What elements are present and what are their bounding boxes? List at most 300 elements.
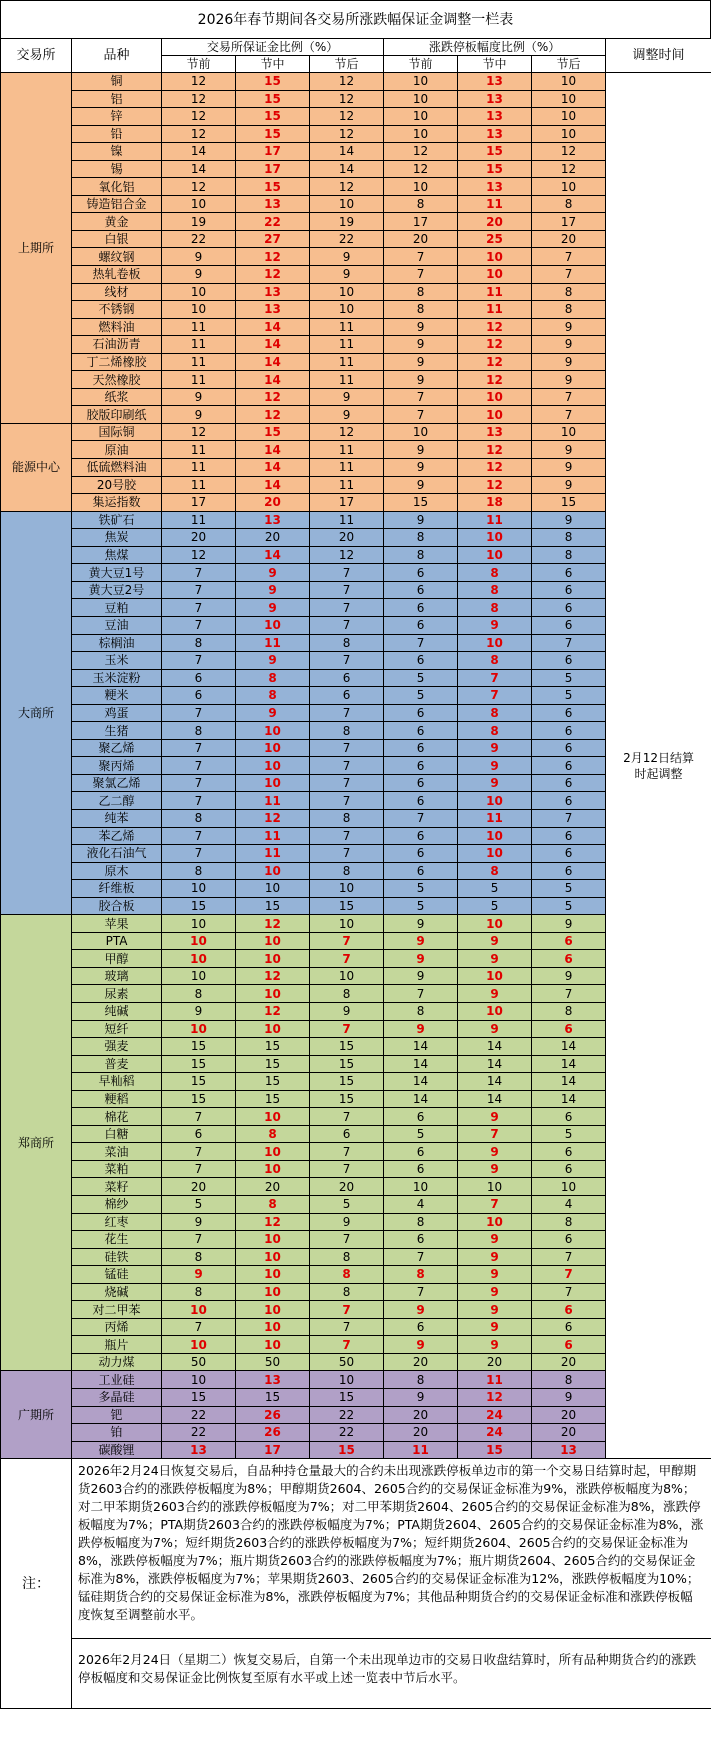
limit-during-cell: 20	[458, 1353, 532, 1371]
limit-after-cell: 6	[532, 792, 606, 810]
margin-after-cell: 10	[310, 915, 384, 933]
margin-during-cell: 12	[236, 248, 310, 266]
limit-after-cell: 7	[532, 406, 606, 424]
limit-after-cell: 7	[532, 266, 606, 284]
limit-during-cell: 8	[458, 599, 532, 617]
margin-during-cell: 20	[236, 494, 310, 512]
limit-during-cell: 12	[458, 1389, 532, 1407]
limit-before-cell: 6	[384, 739, 458, 757]
margin-after-cell: 12	[310, 546, 384, 564]
table-row	[1, 230, 711, 248]
limit-after-cell: 13	[532, 1441, 606, 1459]
limit-during-cell: 25	[458, 230, 532, 248]
margin-after-cell: 7	[310, 739, 384, 757]
margin-during-cell: 14	[236, 371, 310, 389]
margin-after-cell: 7	[310, 599, 384, 617]
table-row	[1, 1248, 711, 1266]
margin-during-cell: 10	[236, 862, 310, 880]
margin-before-cell: 10	[162, 283, 236, 301]
limit-after-cell: 9	[532, 915, 606, 933]
limit-after-cell: 12	[532, 143, 606, 161]
margin-during-cell: 13	[236, 195, 310, 213]
note-2: 2026年2月24日（星期二）恢复交易后，自第一个未出现单边市的交易日收盘结算时，所有品种期货合约的涨跌停板幅度和交易保证金比例恢复至原有水平或上述一览表中节后水平。	[72, 1639, 711, 1709]
variety-cell: 焦煤	[72, 546, 162, 564]
variety-cell: 纸浆	[72, 388, 162, 406]
limit-during-cell: 7	[458, 669, 532, 687]
table-row	[1, 1353, 711, 1371]
variety-cell: 纯碱	[72, 1002, 162, 1020]
limit-after-cell: 7	[532, 985, 606, 1003]
margin-after-cell: 9	[310, 388, 384, 406]
limit-during-cell: 13	[458, 423, 532, 441]
table-row	[1, 1020, 711, 1038]
margin-after-cell: 10	[310, 1371, 384, 1389]
limit-after-cell: 6	[532, 704, 606, 722]
table-row	[1, 827, 711, 845]
margin-after-cell: 10	[310, 301, 384, 319]
margin-before-cell: 10	[162, 301, 236, 319]
margin-after-cell: 12	[310, 108, 384, 126]
margin-after-cell: 7	[310, 757, 384, 775]
limit-before-cell: 10	[384, 90, 458, 108]
margin-after-cell: 7	[310, 932, 384, 950]
limit-after-cell: 14	[532, 1055, 606, 1073]
margin-during-cell: 10	[236, 1283, 310, 1301]
limit-after-cell: 6	[532, 1301, 606, 1319]
variety-cell: 玉米淀粉	[72, 669, 162, 687]
limit-before-cell: 20	[384, 230, 458, 248]
margin-during-cell: 12	[236, 967, 310, 985]
limit-after-cell: 10	[532, 108, 606, 126]
limit-during-cell: 8	[458, 564, 532, 582]
limit-after-cell: 6	[532, 932, 606, 950]
table-row	[1, 1371, 711, 1389]
margin-after-cell: 22	[310, 230, 384, 248]
table-row	[1, 967, 711, 985]
limit-during-cell: 9	[458, 1143, 532, 1161]
margin-during-cell: 26	[236, 1406, 310, 1424]
limit-after-cell: 10	[532, 73, 606, 91]
limit-before-cell: 6	[384, 845, 458, 863]
limit-during-cell: 11	[458, 511, 532, 529]
margin-during-cell: 12	[236, 388, 310, 406]
limit-after-cell: 6	[532, 774, 606, 792]
table-row	[1, 669, 711, 687]
margin-during-cell: 10	[236, 1301, 310, 1319]
margin-after-cell: 15	[310, 897, 384, 915]
limit-before-cell: 9	[384, 318, 458, 336]
margin-before-cell: 7	[162, 1231, 236, 1249]
variety-cell: 锰硅	[72, 1266, 162, 1284]
limit-before-cell: 5	[384, 1125, 458, 1143]
limit-after-cell: 6	[532, 1108, 606, 1126]
margin-during-cell: 14	[236, 336, 310, 354]
limit-after-cell: 7	[532, 1266, 606, 1284]
variety-cell: 铁矿石	[72, 511, 162, 529]
limit-before-cell: 14	[384, 1055, 458, 1073]
margin-after-cell: 7	[310, 1143, 384, 1161]
limit-after-cell: 8	[532, 546, 606, 564]
margin-before-cell: 20	[162, 529, 236, 547]
table-row	[1, 511, 711, 529]
table-row	[1, 704, 711, 722]
margin-after-cell: 12	[310, 73, 384, 91]
margin-during-cell: 10	[236, 1020, 310, 1038]
margin-before-cell: 7	[162, 1108, 236, 1126]
margin-before-cell: 13	[162, 1441, 236, 1459]
limit-before-cell: 6	[384, 792, 458, 810]
variety-cell: 液化石油气	[72, 845, 162, 863]
limit-after-cell: 8	[532, 529, 606, 547]
margin-after-cell: 7	[310, 792, 384, 810]
variety-cell: 玉米	[72, 652, 162, 670]
limit-during-cell: 10	[458, 546, 532, 564]
margin-during-cell: 10	[236, 1318, 310, 1336]
table-row	[1, 266, 711, 284]
margin-before-cell: 17	[162, 494, 236, 512]
margin-after-cell: 12	[310, 125, 384, 143]
limit-during-cell: 12	[458, 441, 532, 459]
limit-after-cell: 8	[532, 1213, 606, 1231]
margin-after-cell: 20	[310, 1178, 384, 1196]
limit-during-cell: 12	[458, 371, 532, 389]
margin-before-cell: 7	[162, 792, 236, 810]
limit-before-cell: 9	[384, 1301, 458, 1319]
variety-cell: 不锈钢	[72, 301, 162, 319]
margin-before-cell: 6	[162, 1125, 236, 1143]
variety-cell: 钯	[72, 1406, 162, 1424]
limit-during-cell: 13	[458, 73, 532, 91]
margin-during-cell: 10	[236, 1248, 310, 1266]
limit-during-cell: 9	[458, 932, 532, 950]
table-row	[1, 160, 711, 178]
margin-during-cell: 12	[236, 1002, 310, 1020]
limit-before-cell: 10	[384, 108, 458, 126]
limit-before-cell: 6	[384, 564, 458, 582]
limit-after-cell: 5	[532, 669, 606, 687]
margin-before-cell: 7	[162, 739, 236, 757]
limit-after-cell: 9	[532, 371, 606, 389]
margin-after-cell: 15	[310, 1090, 384, 1108]
limit-after-cell: 7	[532, 1248, 606, 1266]
margin-after-cell: 7	[310, 950, 384, 968]
table-row	[1, 581, 711, 599]
limit-during-cell: 5	[458, 880, 532, 898]
table-row	[1, 1441, 711, 1459]
limit-during-cell: 12	[458, 476, 532, 494]
limit-during-cell: 9	[458, 1318, 532, 1336]
limit-before-cell: 5	[384, 897, 458, 915]
limit-during-cell: 12	[458, 336, 532, 354]
table-row	[1, 897, 711, 915]
limit-before-cell: 17	[384, 213, 458, 231]
limit-during-cell: 8	[458, 581, 532, 599]
notes-label: 注：	[1, 1459, 72, 1709]
limit-before-cell: 7	[384, 634, 458, 652]
variety-cell: 多晶硅	[72, 1389, 162, 1407]
margin-after-cell: 11	[310, 336, 384, 354]
margin-during-cell: 10	[236, 774, 310, 792]
limit-during-cell: 11	[458, 283, 532, 301]
margin-during-cell: 14	[236, 546, 310, 564]
limit-before-cell: 6	[384, 1231, 458, 1249]
table-row	[1, 845, 711, 863]
margin-before-cell: 7	[162, 704, 236, 722]
variety-cell: 早籼稻	[72, 1073, 162, 1091]
table-row	[1, 1301, 711, 1319]
limit-during-cell: 9	[458, 1266, 532, 1284]
margin-after-cell: 19	[310, 213, 384, 231]
limit-before-cell: 6	[384, 581, 458, 599]
exchange-cell: 广期所	[1, 1371, 72, 1459]
margin-during-cell: 27	[236, 230, 310, 248]
limit-before-cell: 6	[384, 827, 458, 845]
limit-before-cell: 7	[384, 406, 458, 424]
margin-during-cell: 10	[236, 616, 310, 634]
margin-before-cell: 9	[162, 388, 236, 406]
table-row	[1, 950, 711, 968]
limit-during-cell: 10	[458, 1002, 532, 1020]
limit-after-cell: 6	[532, 1318, 606, 1336]
limit-after-cell: 6	[532, 1336, 606, 1354]
margin-before-cell: 11	[162, 353, 236, 371]
variety-cell: 豆粕	[72, 599, 162, 617]
note-1: 2026年2月24日恢复交易后，自品种持仓量最大的合约未出现涨跌停板单边市的第一个交易日结算时起，甲醇期货2603合约的涨跌停板幅度为8%；甲醇期货2604、2605合约的交易保证金标准为9%，涨跌停板幅度为8%；对二甲苯期货2603合约的涨跌停板幅度为7%；对二甲苯期货2604、2605合约的交易保证金标准为8%，涨跌停板幅度为7%；PTA期货2603合约的涨跌停板幅度为7%；PTA期货2604、2605合约的交易保证金标准为8%，涨跌停板幅度为7%；短纤期货2603合约的涨跌停板幅度为7%；短纤期货2604、2605合约的交易保证金标准为8%，涨跌停板幅度为7%；瓶片期货2603合约的涨跌停板幅度为7%；瓶片期货2604、2605合约的交易保证金标准为8%，涨跌停板幅度为7%；苹果期货2603、2605合约的交易保证金标准为12%，涨跌停板幅度为10%；锰硅期货合约的交易保证金标准为8%，涨跌停板幅度为7%；其他品种期货合约的交易保证金标准和涨跌停板幅度恢复至调整前水平。	[72, 1459, 711, 1639]
limit-after-cell: 10	[532, 178, 606, 196]
table-row	[1, 564, 711, 582]
variety-cell: 胶版印刷纸	[72, 406, 162, 424]
limit-after-cell: 6	[532, 564, 606, 582]
table-row	[1, 1231, 711, 1249]
limit-before-cell: 9	[384, 336, 458, 354]
limit-during-cell: 11	[458, 809, 532, 827]
margin-before-cell: 7	[162, 757, 236, 775]
margin-before-cell: 7	[162, 774, 236, 792]
margin-before-cell: 15	[162, 1038, 236, 1056]
variety-cell: 热轧卷板	[72, 266, 162, 284]
notes-table	[0, 1458, 711, 1709]
limit-after-cell: 7	[532, 634, 606, 652]
limit-before-cell: 15	[384, 494, 458, 512]
limit-before-cell: 9	[384, 967, 458, 985]
limit-before-cell: 14	[384, 1038, 458, 1056]
table-row	[1, 283, 711, 301]
margin-after-cell: 11	[310, 318, 384, 336]
table-row	[1, 459, 711, 477]
variety-cell: 胶合板	[72, 897, 162, 915]
limit-before-cell: 6	[384, 1318, 458, 1336]
margin-after-cell: 8	[310, 1248, 384, 1266]
variety-cell: 苹果	[72, 915, 162, 933]
limit-during-cell: 9	[458, 985, 532, 1003]
limit-after-cell: 8	[532, 1002, 606, 1020]
limit-after-cell: 7	[532, 248, 606, 266]
margin-before-cell: 22	[162, 230, 236, 248]
limit-during-cell: 14	[458, 1090, 532, 1108]
table-row	[1, 1266, 711, 1284]
margin-before-cell: 10	[162, 195, 236, 213]
margin-after-cell: 7	[310, 1301, 384, 1319]
margin-after-cell: 9	[310, 266, 384, 284]
table-row	[1, 73, 711, 91]
margin-during-cell: 8	[236, 1196, 310, 1214]
limit-during-cell: 9	[458, 1248, 532, 1266]
table-row	[1, 318, 711, 336]
limit-before-cell: 6	[384, 599, 458, 617]
margin-during-cell: 9	[236, 704, 310, 722]
limit-during-cell: 24	[458, 1424, 532, 1442]
limit-before-cell: 4	[384, 1196, 458, 1214]
limit-after-cell: 6	[532, 599, 606, 617]
variety-cell: 棉花	[72, 1108, 162, 1126]
margin-before-cell: 11	[162, 371, 236, 389]
margin-after-cell: 6	[310, 669, 384, 687]
margin-before-cell: 10	[162, 915, 236, 933]
variety-cell: 天然橡胶	[72, 371, 162, 389]
limit-after-cell: 7	[532, 809, 606, 827]
limit-before-cell: 10	[384, 73, 458, 91]
variety-cell: 白银	[72, 230, 162, 248]
margin-before-cell: 5	[162, 1196, 236, 1214]
margin-during-cell: 13	[236, 511, 310, 529]
limit-during-cell: 10	[458, 827, 532, 845]
margin-during-cell: 9	[236, 599, 310, 617]
margin-during-cell: 50	[236, 1353, 310, 1371]
margin-during-cell: 11	[236, 827, 310, 845]
margin-during-cell: 20	[236, 529, 310, 547]
margin-before-cell: 6	[162, 669, 236, 687]
limit-before-cell: 9	[384, 441, 458, 459]
header-margin-during: 节中	[236, 56, 310, 73]
exchange-cell: 能源中心	[1, 423, 72, 511]
margin-after-cell: 7	[310, 827, 384, 845]
limit-before-cell: 5	[384, 687, 458, 705]
margin-during-cell: 22	[236, 213, 310, 231]
margin-after-cell: 8	[310, 1266, 384, 1284]
variety-cell: 低硫燃料油	[72, 459, 162, 477]
limit-before-cell: 6	[384, 652, 458, 670]
margin-before-cell: 15	[162, 1389, 236, 1407]
margin-after-cell: 5	[310, 1196, 384, 1214]
limit-after-cell: 5	[532, 897, 606, 915]
limit-after-cell: 7	[532, 388, 606, 406]
margin-after-cell: 7	[310, 564, 384, 582]
limit-before-cell: 9	[384, 1336, 458, 1354]
variety-cell: 石油沥青	[72, 336, 162, 354]
margin-during-cell: 8	[236, 687, 310, 705]
margin-before-cell: 10	[162, 967, 236, 985]
margin-during-cell: 10	[236, 985, 310, 1003]
limit-before-cell: 9	[384, 950, 458, 968]
margin-before-cell: 12	[162, 90, 236, 108]
margin-during-cell: 15	[236, 1055, 310, 1073]
margin-during-cell: 10	[236, 950, 310, 968]
table-row	[1, 336, 711, 354]
limit-after-cell: 20	[532, 230, 606, 248]
limit-during-cell: 13	[458, 90, 532, 108]
margin-during-cell: 10	[236, 1108, 310, 1126]
margin-after-cell: 10	[310, 967, 384, 985]
variety-cell: 碳酸锂	[72, 1441, 162, 1459]
variety-cell: 聚乙烯	[72, 739, 162, 757]
limit-after-cell: 6	[532, 757, 606, 775]
variety-cell: 国际铜	[72, 423, 162, 441]
limit-before-cell: 11	[384, 1441, 458, 1459]
limit-during-cell: 9	[458, 1283, 532, 1301]
limit-before-cell: 10	[384, 423, 458, 441]
margin-before-cell: 11	[162, 441, 236, 459]
margin-before-cell: 50	[162, 1353, 236, 1371]
table-row	[1, 1143, 711, 1161]
header-limit-group: 涨跌停板幅度比例（%）	[384, 39, 606, 56]
limit-after-cell: 6	[532, 1160, 606, 1178]
margin-during-cell: 11	[236, 634, 310, 652]
variety-cell: 白糖	[72, 1125, 162, 1143]
variety-cell: 线材	[72, 283, 162, 301]
margin-during-cell: 10	[236, 1266, 310, 1284]
margin-during-cell: 15	[236, 108, 310, 126]
variety-cell: 20号胶	[72, 476, 162, 494]
header-margin-after: 节后	[310, 56, 384, 73]
variety-cell: 玻璃	[72, 967, 162, 985]
margin-during-cell: 10	[236, 757, 310, 775]
margin-after-cell: 15	[310, 1441, 384, 1459]
table-row	[1, 1283, 711, 1301]
limit-before-cell: 9	[384, 1020, 458, 1038]
limit-after-cell: 20	[532, 1406, 606, 1424]
variety-cell: 原木	[72, 862, 162, 880]
adjust-time-cell: 2月12日结算时起调整	[606, 73, 711, 1459]
limit-after-cell: 8	[532, 1371, 606, 1389]
margin-during-cell: 14	[236, 353, 310, 371]
margin-after-cell: 6	[310, 687, 384, 705]
limit-during-cell: 10	[458, 529, 532, 547]
margin-during-cell: 11	[236, 845, 310, 863]
variety-cell: 锌	[72, 108, 162, 126]
margin-before-cell: 12	[162, 108, 236, 126]
limit-during-cell: 8	[458, 652, 532, 670]
margin-before-cell: 9	[162, 1213, 236, 1231]
margin-after-cell: 7	[310, 1336, 384, 1354]
limit-during-cell: 18	[458, 494, 532, 512]
limit-during-cell: 15	[458, 1441, 532, 1459]
limit-before-cell: 5	[384, 880, 458, 898]
margin-before-cell: 8	[162, 862, 236, 880]
limit-before-cell: 7	[384, 809, 458, 827]
limit-before-cell: 8	[384, 301, 458, 319]
limit-before-cell: 10	[384, 1178, 458, 1196]
margin-before-cell: 15	[162, 1090, 236, 1108]
table-row	[1, 1090, 711, 1108]
limit-after-cell: 9	[532, 336, 606, 354]
margin-after-cell: 8	[310, 1283, 384, 1301]
limit-during-cell: 9	[458, 616, 532, 634]
variety-cell: 豆油	[72, 616, 162, 634]
limit-before-cell: 8	[384, 195, 458, 213]
limit-during-cell: 12	[458, 353, 532, 371]
table-row	[1, 809, 711, 827]
limit-during-cell: 24	[458, 1406, 532, 1424]
table-row	[1, 792, 711, 810]
table-row	[1, 494, 711, 512]
limit-after-cell: 8	[532, 283, 606, 301]
margin-after-cell: 6	[310, 1125, 384, 1143]
limit-after-cell: 5	[532, 687, 606, 705]
margin-after-cell: 11	[310, 476, 384, 494]
table-row	[1, 1073, 711, 1091]
table-row	[1, 108, 711, 126]
limit-after-cell: 9	[532, 476, 606, 494]
